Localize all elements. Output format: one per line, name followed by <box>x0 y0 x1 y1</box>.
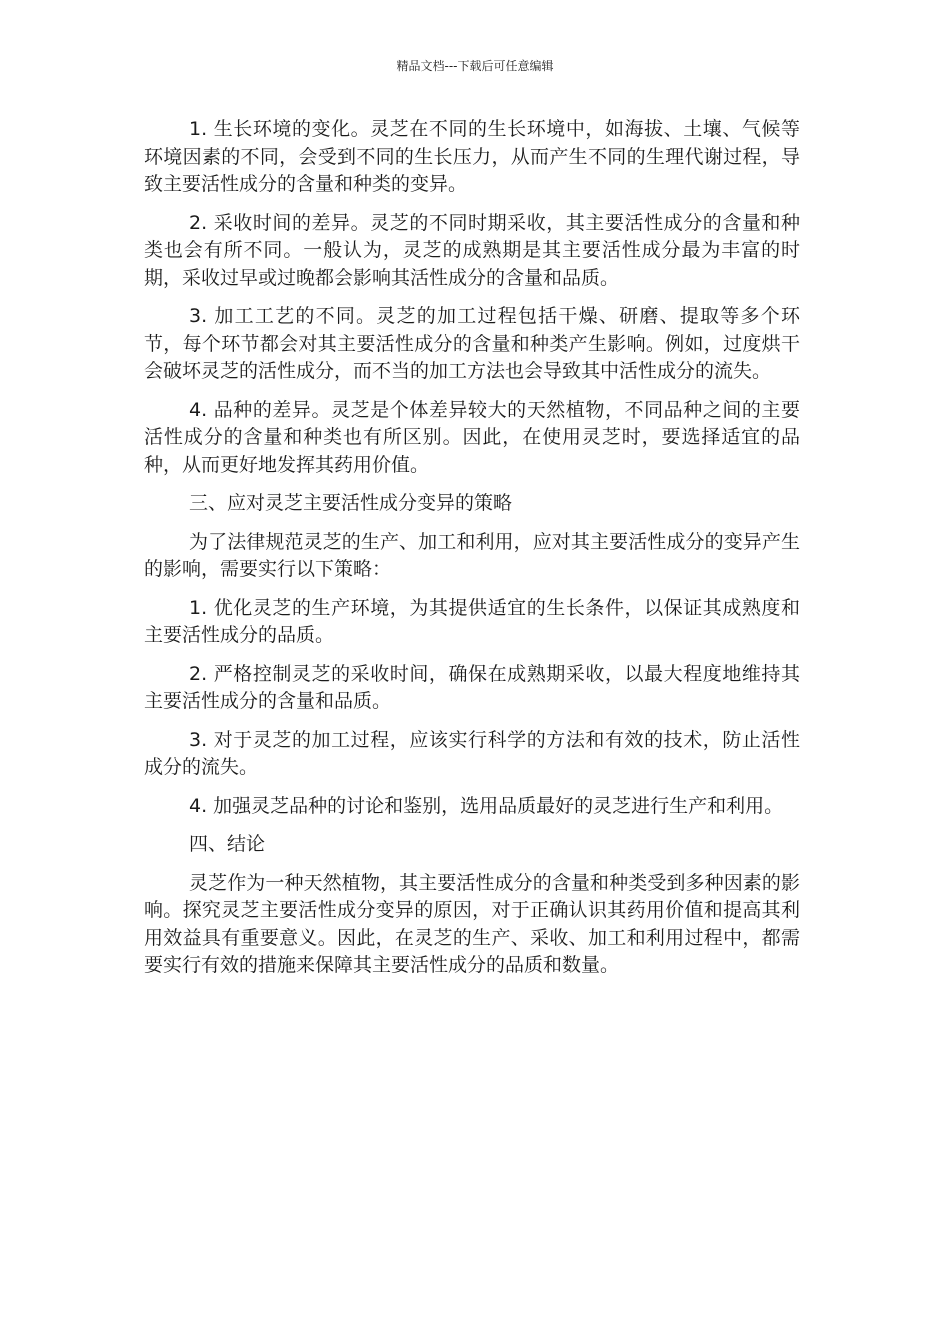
paragraph-variety: 4. 品种的差异。灵芝是个体差异较大的天然植物，不同品种之间的主要活性成分的含量和种类也有所区别。因此，在使用灵芝时，要选择适宜的品种，从而更好地发挥其药用价值。 <box>144 398 800 476</box>
document-body <box>144 116 800 991</box>
paragraph-harvest-time: 2. 采收时间的差异。灵芝的不同时期采收，其主要活性成分的含量和种类也会有所不同。一般认为，灵芝的成熟期是其主要活性成分最为丰富的时期，采收过早或过晚都会影响其活性成分的含量和品质。 <box>144 211 800 289</box>
page-header: 精品文档---下载后可任意编辑 <box>396 59 554 73</box>
paragraph-processing: 3. 加工工艺的不同。灵芝的加工过程包括干燥、研磨、提取等多个环节，每个环节都会对其主要活性成分的含量和种类产生影响。例如，过度烘干会破坏灵芝的活性成分，而不当的加工方法也会导致其中活性成分的流失。 <box>144 305 800 382</box>
strategy-item-environment: 1. 优化灵芝的生产环境，为其提供适宜的生长条件，以保证其成熟度和主要活性成分的品质。 <box>144 596 800 646</box>
section-heading-conclusion: 四、结论 <box>189 833 266 855</box>
section-heading-strategies: 三、应对灵芝主要活性成分变异的策略 <box>189 492 513 514</box>
paragraph-strategies-intro: 为了法律规范灵芝的生产、加工和利用，应对其主要活性成分的变异产生的影响，需要实行以下策略： <box>144 530 800 580</box>
strategy-item-processing: 3. 对于灵芝的加工过程，应该实行科学的方法和有效的技术，防止活性成分的流失。 <box>144 728 800 778</box>
strategy-item-harvest: 2. 严格控制灵芝的采收时间，确保在成熟期采收，以最大程度地维持其主要活性成分的含量和品质。 <box>144 662 800 712</box>
strategy-item-variety: 4. 加强灵芝品种的讨论和鉴别，选用品质最好的灵芝进行生产和利用。 <box>189 794 784 817</box>
paragraph-conclusion: 灵芝作为一种天然植物，其主要活性成分的含量和种类受到多种因素的影响。探究灵芝主要活性成分变异的原因，对于正确认识其药用价值和提高其利用效益具有重要意义。因此，在灵芝的生产、采收、加工和利用过程中，都需要实行有效的措施来保障其主要活性成分的品质和数量。 <box>144 871 800 976</box>
paragraph-growth-environment: 1. 生长环境的变化。灵芝在不同的生长环境中，如海拔、土壤、气候等环境因素的不同，会受到不同的生长压力，从而产生不同的生理代谢过程，导致主要活性成分的含量和种类的变异。 <box>144 118 800 195</box>
